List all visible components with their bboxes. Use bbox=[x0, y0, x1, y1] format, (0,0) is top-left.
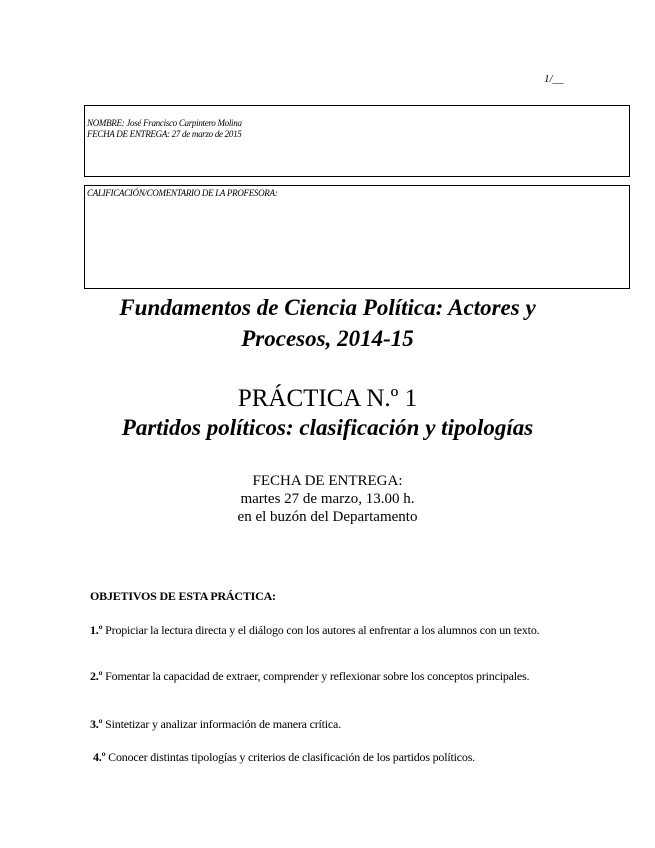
objective-text: Sintetizar y analizar información de manera crítica. bbox=[102, 717, 341, 731]
objective-number: 1.º bbox=[90, 623, 103, 637]
student-info-box bbox=[84, 105, 630, 177]
objectives-heading: OBJETIVOS DE ESTA PRÁCTICA: bbox=[90, 589, 276, 603]
course-title-line-2: Procesos, 2014-15 bbox=[241, 326, 414, 351]
delivery-heading: FECHA DE ENTREGA: bbox=[252, 473, 403, 489]
objective-number: 2.º bbox=[90, 669, 103, 683]
page-number: 1/__ bbox=[544, 73, 564, 85]
objective-item bbox=[90, 716, 560, 732]
objective-item bbox=[90, 622, 560, 638]
delivery-when: martes 27 de marzo, 13.00 h. bbox=[240, 491, 415, 507]
grade-comment-box bbox=[84, 185, 630, 289]
objective-item bbox=[93, 749, 563, 765]
student-name: NOMBRE: José Francisco Carpintero Molina bbox=[87, 118, 242, 128]
grade-comment-label: CALIFICACIÓN/COMENTARIO DE LA PROFESORA: bbox=[87, 188, 278, 198]
delivery-info bbox=[60, 472, 595, 526]
objective-number: 3.º bbox=[90, 717, 103, 731]
objective-number: 4.º bbox=[93, 750, 106, 764]
objective-item bbox=[90, 668, 560, 684]
objective-text: Conocer distintas tipologías y criterios de clasificación de los partidos políticos. bbox=[105, 750, 475, 764]
delivery-where: en el buzón del Departamento bbox=[237, 509, 418, 525]
delivery-date-line: FECHA DE ENTREGA: 27 de marzo de 2015 bbox=[87, 129, 242, 139]
practice-subtitle: Partidos políticos: clasificación y tipologías bbox=[121, 415, 534, 440]
course-title-line-1: Fundamentos de Ciencia Política: Actores y bbox=[119, 295, 536, 320]
objective-text: Propiciar la lectura directa y el diálogo con los autores al enfrentar a los alumnos con un texto. bbox=[102, 623, 540, 637]
course-title bbox=[60, 292, 595, 354]
practice-number: PRÁCTICA N.º 1 bbox=[237, 385, 418, 412]
objective-text: Fomentar la capacidad de extraer, comprender y reflexionar sobre los conceptos principales. bbox=[102, 669, 530, 683]
